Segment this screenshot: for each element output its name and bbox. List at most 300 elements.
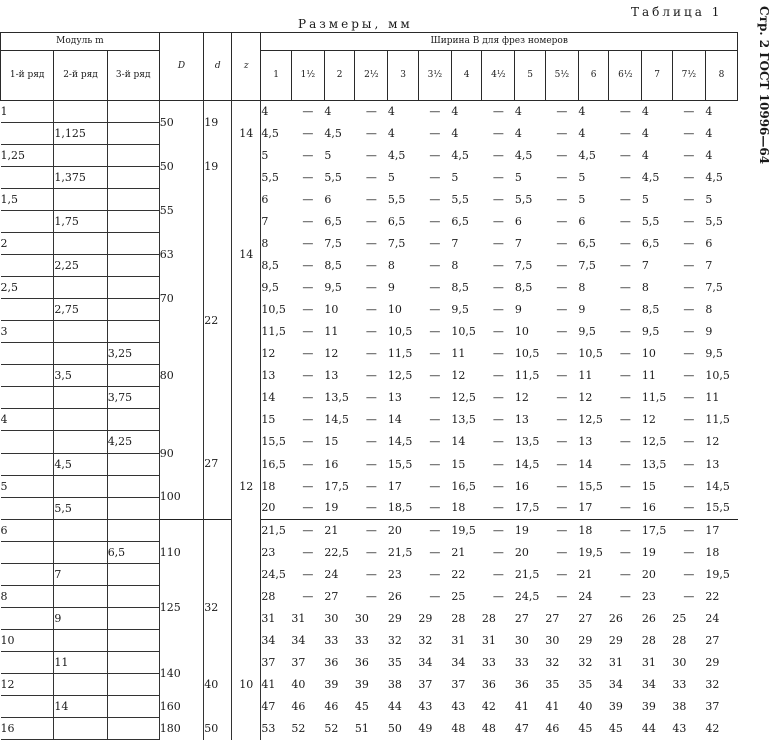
module-m1: 3 [1,321,54,343]
width-cell: — [302,105,314,119]
width-cell: 12 [578,391,593,405]
module-m3: 3,75 [107,387,159,409]
width-cell: 33 [481,655,496,669]
width-cell: 28 [481,611,496,625]
module-m3 [107,277,159,299]
module-m1 [1,607,54,629]
width-cell: 21 [578,567,593,581]
width-cell: — [365,501,377,515]
module-m2 [54,409,107,431]
width-cell: — [492,127,504,141]
width-cell: 6 [324,193,332,207]
width-cell: 11,5 [261,325,286,339]
width-cell: — [619,281,631,295]
width-cell: — [492,457,504,471]
width-cell: — [556,567,568,581]
width-cell: 33 [514,655,529,669]
d-value [204,519,232,563]
width-cell: 13,5 [641,457,667,471]
width-cell: — [429,391,441,405]
module-m1: 8 [1,585,54,607]
width-cell: 9 [387,281,395,295]
width-cell: 17 [387,479,402,493]
width-cell: — [492,215,504,229]
width-cell: 5,5 [641,215,660,229]
cutter-number-header: 5½ [545,51,578,101]
width-cell: 47 [514,721,529,735]
width-cell: 14 [578,457,593,471]
table-row [1,123,738,145]
width-cell: — [429,369,441,383]
width-cell: 19 [515,519,545,541]
width-cell: — [619,325,631,339]
width-cell: — [619,105,631,119]
module-m3 [107,607,159,629]
width-cell: 17,5 [642,519,672,541]
width-cell: 39 [608,699,623,713]
width-cell: — [482,519,515,541]
width-cell: — [556,259,568,273]
module-m2: 9 [54,607,107,629]
module-m1 [1,211,54,233]
cutter-number-header: 1½ [291,51,324,101]
module-m1 [1,431,54,453]
width-cell: 4,5 [451,149,469,163]
cutter-number-header: 4 [451,51,481,101]
table-row [1,563,738,585]
width-cell: 27 [514,611,529,625]
d-value: 19 [204,101,232,145]
width-cell: 10 [324,303,339,317]
width-cell: 14 [261,391,276,405]
module-m1: 4 [1,409,54,431]
width-cell: — [556,127,568,141]
width-cell: — [619,457,631,471]
width-cell: 4 [578,127,586,141]
module-m2: 1,375 [54,167,107,189]
module-m1 [1,365,54,387]
width-cell: — [492,149,504,163]
module-m3: 3,25 [107,343,159,365]
width-cell: 34 [641,677,656,691]
width-cell: 9,5 [324,281,342,295]
width-cell: 33 [672,677,687,691]
width-cell: — [683,501,695,515]
width-cell: 31 [291,611,306,625]
width-cell: 14 [451,435,466,449]
table-row [1,321,738,343]
width-cell: 13 [324,369,339,383]
width-cell: — [302,435,314,449]
width-cell: — [492,193,504,207]
width-cell: 40 [578,699,593,713]
width-cell: 19 [324,501,339,515]
width-cell: 6 [705,237,713,251]
width-cell: — [619,303,631,317]
D-value: 160 [159,695,203,717]
width-cell: 19,5 [705,567,730,581]
table-number: Таблица 1 [631,5,723,19]
module-m2 [54,343,107,365]
width-cell: 48 [451,721,466,735]
width-cell: — [556,237,568,251]
width-cell: — [429,413,441,427]
width-cell: 26 [641,611,656,625]
width-cell: 52 [291,721,306,735]
width-cell: 13 [387,391,402,405]
cutter-number-header: 4½ [482,51,515,101]
width-cell: 12 [261,347,276,361]
table-row [1,277,738,299]
width-cell: 38 [672,699,687,713]
width-cell: — [302,567,314,581]
module-m1: 12 [1,673,54,695]
width-cell: — [302,237,314,251]
width-cell: 12,5 [641,435,667,449]
module-m2 [54,321,107,343]
module-m3 [107,299,159,321]
D-value: 50 [159,145,203,189]
module-m1: 16 [1,717,54,739]
width-cell: 44 [387,699,402,713]
width-cell: — [429,149,441,163]
table-row [1,519,738,541]
width-cell: 4 [324,105,332,119]
module-m3 [107,365,159,387]
width-cell: — [619,479,631,493]
width-cell: 6,5 [578,237,596,251]
module-m1: 5 [1,475,54,497]
width-cell: 27 [578,611,593,625]
width-cell: — [683,259,695,273]
module-m1 [1,541,54,563]
width-cell: 22 [705,589,720,603]
width-cell: — [429,545,441,559]
width-cell: 50 [387,721,402,735]
module-m2 [54,189,107,211]
module-m3 [107,475,159,497]
D-value: 55 [159,189,203,233]
table-body [1,101,738,740]
width-cell: 4 [705,149,713,163]
module-m3 [107,673,159,695]
module-m3 [107,211,159,233]
width-cell: — [492,369,504,383]
width-cell: 13,5 [514,435,540,449]
width-cell: — [302,149,314,163]
width-cell: — [609,519,642,541]
cutter-number-header: 7 [642,51,672,101]
width-cell: 4,5 [705,171,723,185]
width-cell: 13 [514,413,529,427]
width-cell: 26 [387,589,402,603]
width-cell: 31 [261,611,276,625]
width-cell: — [556,413,568,427]
row2-header: 2-й ряд [54,51,107,101]
width-cell: — [683,435,695,449]
width-cell: 5,5 [387,193,406,207]
module-m2 [54,145,107,167]
width-cell: 5 [451,171,459,185]
module-m2: 5,5 [54,497,107,519]
width-cell: 28 [451,611,466,625]
module-m2 [54,585,107,607]
width-cell: — [302,215,314,229]
width-cell: — [619,127,631,141]
width-cell: 52 [324,721,339,735]
width-cell: — [365,281,377,295]
width-cell: 35 [387,655,402,669]
dimensions-table [0,32,738,740]
width-cell: — [302,193,314,207]
width-cell: 25 [451,589,466,603]
width-cell: 21,5 [514,567,540,581]
width-cell: 28 [641,633,656,647]
module-m3 [107,101,159,123]
width-cell: 28 [261,589,276,603]
cutter-number-header: 5 [515,51,545,101]
width-cell: — [302,457,314,471]
module-m1 [1,453,54,475]
width-cell: 36 [324,655,339,669]
width-cell: — [556,435,568,449]
width-cell: 41 [514,699,529,713]
width-cell: 9,5 [578,325,596,339]
width-cell: — [302,589,314,603]
module-m2 [54,475,107,497]
width-cell: 53 [261,721,276,735]
width-cell: 7 [514,237,522,251]
width-cell: 9,5 [451,303,469,317]
width-cell: 6,5 [451,215,469,229]
width-cell: 29 [578,633,593,647]
D-value: 70 [159,277,203,321]
width-cell: 34 [451,655,466,669]
width-cell: — [365,215,377,229]
d-header: d [204,33,232,101]
module-m2 [54,629,107,651]
width-cell: — [492,237,504,251]
width-cell: — [365,567,377,581]
D-value: 90 [159,431,203,475]
width-cell: — [683,281,695,295]
width-cell: 5,5 [451,193,469,207]
width-cell: — [365,347,377,361]
width-cell: 13 [705,457,720,471]
table-row [1,365,738,387]
width-cell: 8 [387,259,395,273]
D-value: 125 [159,585,203,629]
module-m3: 6,5 [107,541,159,563]
width-cell: 45 [578,721,593,735]
width-cell: 20 [261,501,276,515]
width-cell: — [619,237,631,251]
width-cell: 15 [641,479,656,493]
width-cell: 29 [608,633,623,647]
width-cell: — [619,259,631,273]
width-cell: 10 [387,303,402,317]
width-cell: — [429,193,441,207]
table-row [1,299,738,321]
width-cell: — [492,259,504,273]
width-cell: 5,5 [324,171,342,185]
width-cell: 5 [641,193,649,207]
width-cell: 5 [261,149,269,163]
width-cell: 9,5 [705,347,723,361]
width-cell: 11 [578,369,593,383]
width-cell: 21 [451,545,466,559]
width-cell: — [619,149,631,163]
table-row [1,453,738,475]
width-cell: 32 [418,633,433,647]
width-cell: 23 [387,567,402,581]
width-cell: — [492,545,504,559]
width-cell: 17,5 [514,501,540,515]
table-row [1,585,738,607]
width-cell: — [492,567,504,581]
D-value: 80 [159,321,203,431]
width-cell: — [556,325,568,339]
width-cell: 9 [514,303,522,317]
module-m3 [107,629,159,651]
width-cell: 37 [261,655,276,669]
module-m3 [107,519,159,541]
width-cell: 4,5 [261,127,279,141]
width-header: Ширина B для фрез номеров [261,33,738,51]
width-cell: 30 [324,611,339,625]
width-cell: 11,5 [387,347,413,361]
width-cell: — [429,325,441,339]
width-cell: 43 [451,699,466,713]
width-cell: — [619,391,631,405]
width-cell: 5 [514,171,522,185]
width-cell: 46 [324,699,339,713]
d-value: 19 [204,145,232,189]
width-cell: 10,5 [261,303,286,317]
width-cell: 19,5 [451,519,481,541]
width-cell: 25 [672,611,687,625]
width-cell: 7,5 [578,259,596,273]
width-cell: 6,5 [641,237,660,251]
width-cell: 10,5 [705,369,730,383]
module-m2 [54,431,107,453]
width-cell: — [556,369,568,383]
width-cell: — [683,149,695,163]
width-cell: — [429,567,441,581]
width-cell: — [429,457,441,471]
module-m2: 1,75 [54,211,107,233]
width-cell: 47 [261,699,276,713]
width-cell: 21,5 [261,519,291,541]
width-cell: — [492,589,504,603]
width-cell: 12 [705,435,720,449]
width-cell: — [683,391,695,405]
width-cell: 4 [514,127,522,141]
module-m3 [107,321,159,343]
d-value [204,189,232,233]
width-cell: — [556,501,568,515]
table-row [1,233,738,255]
width-cell: 22 [451,567,466,581]
width-cell: 5 [705,193,713,207]
width-cell: — [619,413,631,427]
width-cell: 26 [608,611,623,625]
width-cell: 12 [324,347,339,361]
width-cell: 42 [705,721,720,735]
width-cell: 8 [578,281,586,295]
width-cell: — [556,589,568,603]
width-cell: 15 [451,457,466,471]
table-row [1,167,738,189]
width-cell: — [619,215,631,229]
width-cell: — [492,501,504,515]
z-value: 10 [232,629,261,739]
module-m1: 6 [1,519,54,541]
width-cell: — [556,457,568,471]
module-m1 [1,497,54,519]
width-cell: — [429,237,441,251]
width-cell: 37 [291,655,306,669]
width-cell: 4 [451,105,459,119]
width-cell: 48 [481,721,496,735]
module-m2 [54,233,107,255]
module-m2: 4,5 [54,453,107,475]
width-cell: — [365,589,377,603]
width-cell: — [619,347,631,361]
width-cell: — [683,325,695,339]
width-cell: 8,5 [324,259,342,273]
module-m3 [107,695,159,717]
width-cell: 36 [514,677,529,691]
cutter-number-header: 8 [705,51,737,101]
width-cell: — [683,545,695,559]
width-cell: 42 [481,699,496,713]
module-m1 [1,563,54,585]
width-cell: 30 [672,655,687,669]
width-cell: 6 [261,193,269,207]
width-cell: 39 [354,677,369,691]
width-cell: — [556,193,568,207]
D-value: 63 [159,233,203,277]
module-m2 [54,101,107,123]
width-cell: — [365,193,377,207]
z-value: 12 [232,343,261,629]
table-row [1,717,738,739]
width-cell: — [365,105,377,119]
width-cell: 12 [514,391,529,405]
width-cell: — [365,325,377,339]
width-cell: 21,5 [387,545,413,559]
width-cell: 37 [418,677,433,691]
width-cell: — [545,519,578,541]
width-cell: 17,5 [324,479,349,493]
module-m1: 1,5 [1,189,54,211]
width-cell: 34 [291,633,306,647]
width-cell: 27 [705,633,720,647]
width-cell: — [556,545,568,559]
width-cell: — [429,435,441,449]
module-m2: 1,125 [54,123,107,145]
row3-header: 3-й ряд [107,51,159,101]
width-cell: 16,5 [451,479,476,493]
width-cell: 49 [418,721,433,735]
module-m2: 2,25 [54,255,107,277]
width-cell: 20 [388,519,418,541]
width-cell: 23 [261,545,276,559]
module-m1: 2 [1,233,54,255]
width-cell: — [365,457,377,471]
module-m3 [107,189,159,211]
